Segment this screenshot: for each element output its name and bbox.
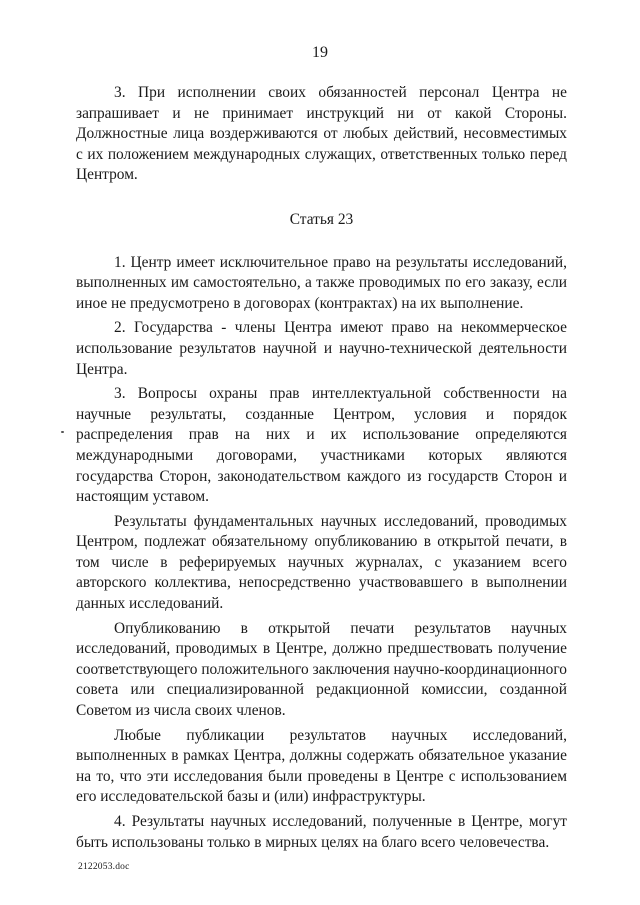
paragraph-publication-obligation: Результаты фундаментальных научных исследований, проводимых Центром, подлежат обязательному опубликованию в открытой печати, в том числе в реферируемых научных журналах, с указанием всего авторского коллектива, непосредственно участвовавшего в выполнении данных исследований.: [76, 512, 567, 613]
document-body: [76, 83, 567, 857]
paragraph-exclusive-rights: 1. Центр имеет исключительное право на результаты исследований, выполненных им самостоятельно, а также проводимых по его заказу, если иное не предусмотрено в договорах (контрактах) на их выполнение.: [76, 253, 567, 312]
scan-margin-mark: [61, 431, 64, 433]
paragraph-peaceful-use: 4. Результаты научных исследований, полученные в Центре, могут быть использованы только в мирных целях на благо всего человечества.: [76, 813, 567, 851]
paragraph-intellectual-property: 3. Вопросы охраны прав интеллектуальной собственности на научные результаты, созданные Центром, условия и порядок распределения прав на них и их использование определяются международными договорами, участниками которых являются государства Сторон, законодательством каждого из государств Сторон и настоящим уставом.: [76, 385, 567, 506]
footer-filename: 2122053.doc: [78, 862, 130, 872]
paragraph-member-states-use: 2. Государства - члены Центра имеют право на некоммерческое использование результатов научной и научно-технической деятельности Центра.: [76, 319, 567, 378]
paragraph-publication-approval: Опубликованию в открытой печати результатов научных исследований, проводимых в Центре, должно предшествовать получение соответствующего положительного заключения научно-координационного совета или специализированной редакционной комиссии, созданной Советом из числа своих членов.: [76, 619, 567, 720]
page-number: 19: [312, 44, 328, 61]
paragraph-staff-independence: 3. При исполнении своих обязанностей персонал Центра не запрашивает и не принимает инструкций ни от какой Стороны. Должностные лица воздерживаются от любых действий, несовместимых с их положением международных служащих, ответственных только перед Центром.: [76, 84, 567, 184]
article-heading: Статья 23: [289, 210, 354, 228]
paragraph-publication-attribution: Любые публикации результатов научных исследований, выполненных в рамках Центра, должны содержать обязательное указание на то, что эти исследования были проведены в Центре с использованием его исследовательской базы и (или) инфраструктуры.: [76, 726, 567, 806]
